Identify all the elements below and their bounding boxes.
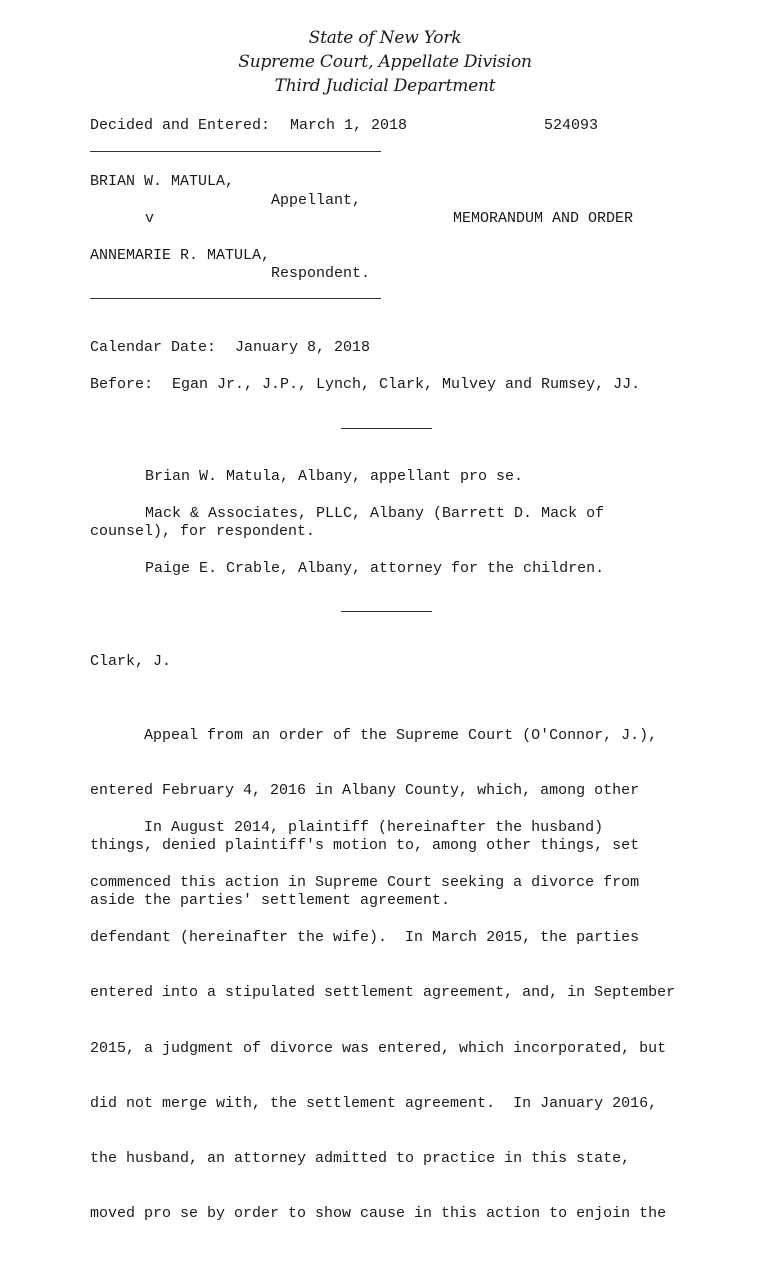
versus: v	[145, 210, 155, 227]
calendar-date: January 8, 2018	[235, 339, 371, 356]
court-name: Supreme Court, Appellate Division	[238, 52, 532, 72]
before-judges: Egan Jr., J.P., Lynch, Clark, Mulvey and Rumsey, JJ.	[172, 376, 641, 393]
paragraph-line: the husband, an attorney admitted to practice in this state,	[90, 1150, 631, 1168]
section-divider-1	[341, 428, 432, 429]
appearance-appellant: Brian W. Matula, Albany, appellant pro se.	[145, 468, 524, 485]
opinion-author: Clark, J.	[90, 653, 172, 670]
appellant-name: BRIAN W. MATULA,	[90, 173, 235, 190]
caption-top-rule	[90, 151, 381, 152]
appearance-respondent-line2: counsel), for respondent.	[90, 523, 316, 540]
paragraph-line: moved pro se by order to show cause in this action to enjoin the	[90, 1205, 667, 1223]
appellant-role: Appellant,	[271, 192, 362, 209]
opinion-paragraph-2	[90, 782, 690, 1261]
paragraph-line: Appeal from an order of the Supreme Court (O'Connor, J.),	[90, 726, 658, 744]
paragraph-line: aside the parties' settlement agreement.	[90, 892, 451, 910]
paragraph-line: In August 2014, plaintiff (hereinafter the husband)	[90, 818, 604, 836]
caption-bottom-rule	[90, 298, 381, 299]
appearance-respondent-line1: Mack & Associates, PLLC, Albany (Barrett D. Mack of	[145, 505, 605, 522]
order-type: MEMORANDUM AND ORDER	[453, 210, 634, 227]
section-divider-2	[341, 611, 432, 612]
before-label: Before:	[90, 376, 154, 393]
decided-label: Decided and Entered:	[90, 117, 271, 134]
paragraph-line: things, denied plaintiff's motion to, among other things, set	[90, 837, 640, 855]
decided-date: March 1, 2018	[290, 117, 408, 134]
paragraph-line: entered February 4, 2016 in Albany County, which, among other	[90, 782, 640, 800]
docket-number: 524093	[544, 117, 599, 134]
paragraph-line: 2015, a judgment of divorce was entered, which incorporated, but	[90, 1039, 667, 1057]
court-department: Third Judicial Department	[274, 76, 496, 96]
court-state: State of New York	[308, 28, 462, 48]
respondent-name: ANNEMARIE R. MATULA,	[90, 247, 271, 264]
calendar-label: Calendar Date:	[90, 339, 217, 356]
paragraph-line: defendant (hereinafter the wife). In March 2015, the parties	[90, 929, 640, 947]
paragraph-line: did not merge with, the settlement agreement. In January 2016,	[90, 1094, 658, 1112]
respondent-role: Respondent.	[271, 265, 371, 282]
paragraph-line: commenced this action in Supreme Court seeking a divorce from	[90, 874, 640, 892]
paragraph-line: entered into a stipulated settlement agreement, and, in September	[90, 984, 676, 1002]
appearance-children: Paige E. Crable, Albany, attorney for the children.	[145, 560, 605, 577]
